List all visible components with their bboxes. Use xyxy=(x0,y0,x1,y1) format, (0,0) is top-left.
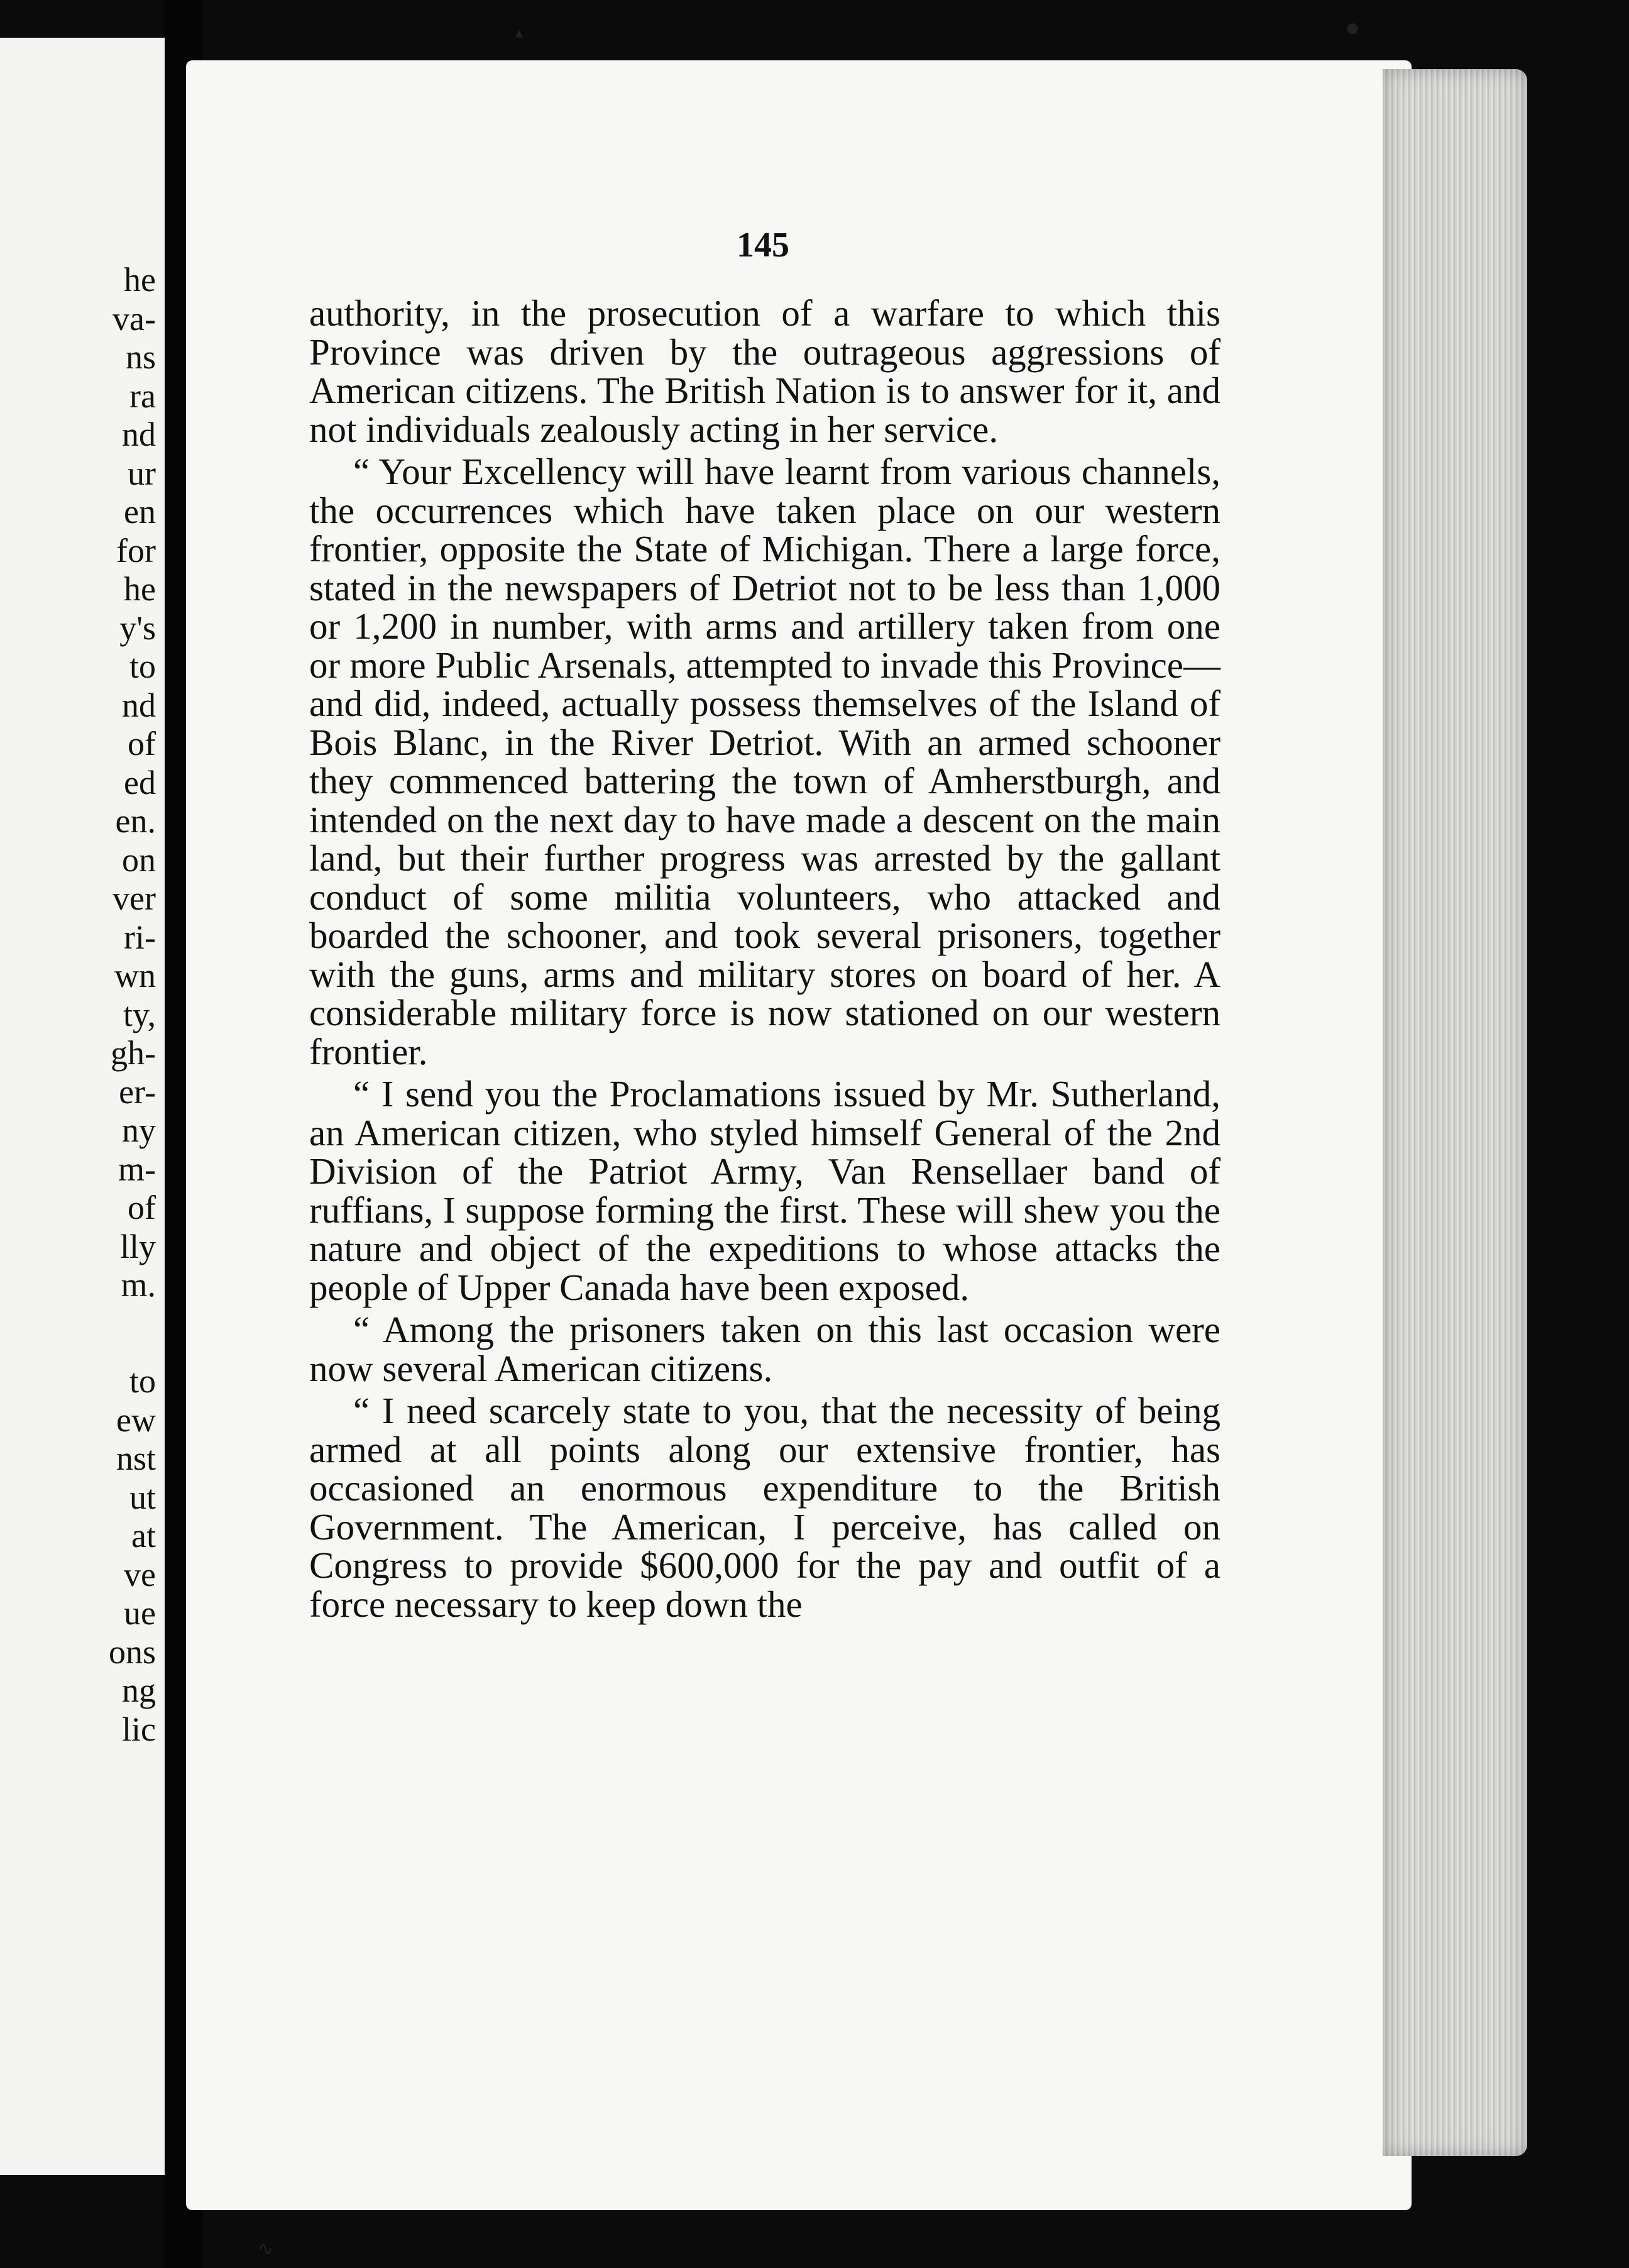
left-page-fragment: ver xyxy=(112,879,156,917)
left-page-fragment: he xyxy=(124,570,156,608)
paragraph-1: authority, in the prosecution of a warfare to which this Province was driven by the outrageous aggressions of American citizens. The British Nation is to answer for it, and not individuals zealously acting in her service. xyxy=(309,292,1220,450)
left-page-fragment: y's xyxy=(119,608,156,647)
left-page-fragment: nd xyxy=(122,416,156,453)
scan-speck: ▴ xyxy=(515,25,524,41)
left-page-fragment: gh- xyxy=(111,1034,156,1072)
left-page-fragment: he xyxy=(124,261,156,299)
left-page-fragment: nst xyxy=(116,1440,156,1477)
left-page-fragment: lic xyxy=(122,1710,156,1748)
left-page-fragment: ed xyxy=(124,763,156,801)
paragraph-5: “ I need scarcely state to you, that the necessity of being armed at all points along our extensive frontier, has occasioned an enormous expenditure to the British Government. The American, I perceive, has called on Congress to provide $600,000 for the pay and outfit of a force necessary to keep down the xyxy=(309,1390,1220,1625)
left-page-fragment: of xyxy=(128,725,156,762)
left-page-fragment: ons xyxy=(108,1632,156,1671)
left-page-fragment: for xyxy=(116,531,156,570)
left-page-fragment: ng xyxy=(122,1671,156,1709)
left-page-fragment: m. xyxy=(121,1266,156,1304)
left-page-fragment: ut xyxy=(129,1478,156,1516)
left-page-fragment: ue xyxy=(124,1594,156,1632)
left-page-fragment: ur xyxy=(128,454,156,492)
left-page-fragment: wn xyxy=(114,957,156,994)
page-stack-edge xyxy=(1383,69,1527,2156)
left-page-fragment: er- xyxy=(119,1072,156,1111)
left-page-fragment: en xyxy=(124,493,156,531)
left-page-edge xyxy=(0,38,165,2175)
scan-speck: ∿ xyxy=(258,2238,274,2259)
left-page-fragment: nd xyxy=(122,686,156,724)
left-page-fragment: en. xyxy=(115,802,156,840)
left-page-fragment: ew xyxy=(116,1401,156,1439)
left-page-fragment: va- xyxy=(112,299,156,338)
left-page-fragment: at xyxy=(131,1517,156,1555)
left-page-fragment: ny xyxy=(122,1111,156,1149)
left-page-fragment: ns xyxy=(125,338,156,376)
left-page-fragment: ve xyxy=(124,1555,156,1594)
paragraph-4: “ Among the prisoners taken on this last occasion were now several American citizens. xyxy=(309,1309,1220,1389)
left-page-fragment: on xyxy=(122,840,156,879)
left-page-fragment: to xyxy=(129,1362,156,1400)
left-page-fragment: m- xyxy=(118,1150,156,1188)
left-page-fragment: to xyxy=(129,647,156,685)
left-page-fragment: lly xyxy=(119,1227,156,1265)
left-page-fragment: ra xyxy=(129,377,156,415)
body-text xyxy=(309,294,1220,1627)
left-page-fragment: ri- xyxy=(124,918,156,956)
left-page-fragment: of xyxy=(128,1189,156,1226)
paragraph-2: “ Your Excellency will have learnt from various channels, the occurrences which have taken place on our western frontier, opposite the State of Michigan. There a large force, stated in the newspapers of Detriot not to be less than 1,000 or 1,200 in number, with arms and artillery taken from one or more Public Arsenals, attempted to invade this Province—and did, indeed, actually possess themselves of the Island of Bois Blanc, in the River Detriot. With an armed schooner they commenced battering the town of Amherstburgh, and intended on the next day to have made a descent on the main land, but their further progress was arrested by the gallant conduct of some militia volunteers, who attacked and boarded the schooner, and took several prisoners, together with the guns, arms and military stores on board of her. A considerable military force is now stationed on our western frontier. xyxy=(309,451,1220,1072)
paragraph-3: “ I send you the Proclamations issued by Mr. Sutherland, an American citizen, who styled himself General of the 2nd Division of the Patriot Army, Van Rensellaer band of ruffians, I suppose forming the first. These will shew you the nature and object of the expeditions to whose attacks the people of Upper Canada have been exposed. xyxy=(309,1073,1220,1308)
left-page-fragment: ty, xyxy=(123,995,156,1033)
page-number: 145 xyxy=(737,226,789,265)
scan-speck: ● xyxy=(1345,13,1361,41)
